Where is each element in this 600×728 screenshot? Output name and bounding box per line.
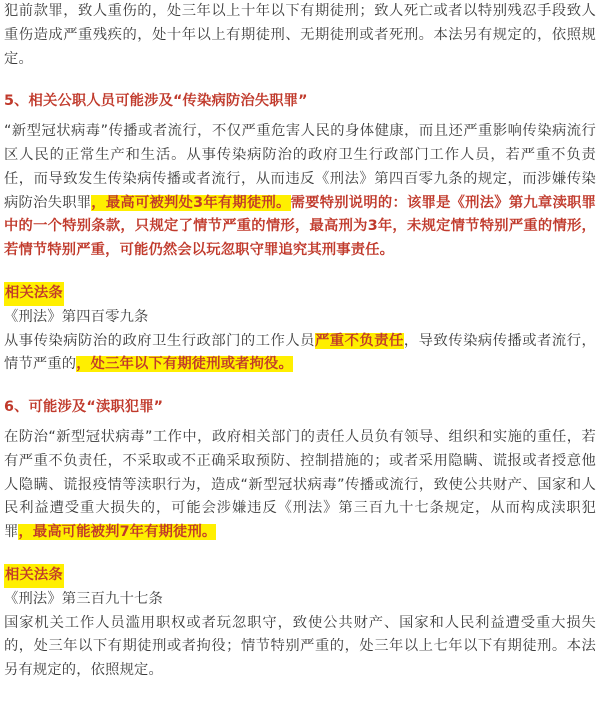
section-5-note: 需要特别说明的：该罪是《刑法》第九章渎职罪中的一个特别条款，只规定了情节严重的情形，最高刑为3年，未规定情节特别严重的情形，若情节特别严重，可能仍然会以玩忽职守罪追究其刑事责任。: [4, 194, 596, 259]
law-2-citation: 《刑法》第三百九十七条: [4, 590, 163, 607]
section-6-text: 在防治“新型冠状病毒”工作中，政府相关部门的责任人员负有领导、组织和实施的重任，若有严重不负责任，不采取或不正确采取预防、控制措施的；或者采用隐瞒、谎报或者授意他人隐瞒、谎报疫情等渎职行为，造成“新型冠状病毒”传播或流行，致使公共财产、国家和人民利益遭受重大损失的，可能会涉嫌违反《刑法》第三百九十七条规定，从而构成渎职犯罪: [4, 428, 596, 541]
law-1-text-b: ，导致传染病传播或者流行，情节严重的: [4, 332, 596, 373]
section-5-paragraph: [4, 120, 596, 263]
law-1-label: 相关法条: [4, 282, 64, 306]
section-6-paragraph: [4, 426, 596, 545]
section-5-heading: 5、相关公职人员可能涉及“传染病防治失职罪”: [4, 93, 308, 110]
law-1-label-line: [4, 282, 596, 306]
intro-text: 犯前款罪，致人重伤的，处三年以上十年以下有期徒刑；致人死亡或者以特别残忍手段致人重伤造成严重残疾的，处十年以上有期徒刑、无期徒刑或者死刑。本法另有规定的，依照规定。: [4, 3, 596, 67]
intro-paragraph: [4, 0, 596, 71]
law-1-paragraph: [4, 330, 596, 378]
law-2-paragraph: 国家机关工作人员滥用职权或者玩忽职守，致使公共财产、国家和人民利益遭受重大损失的，处三年以下有期徒刑或者拘役；情节特别严重的，处三年以上七年以下有期徒刑。本法另有规定的，依照规定。: [4, 614, 596, 679]
law-1-text-a: 从事传染病防治的政府卫生行政部门的工作人员: [4, 332, 315, 349]
law-2-label: 相关法条: [4, 564, 64, 588]
section-6-highlight: ，最高可能被判7年有期徒刑。: [18, 524, 217, 541]
section-6-heading: 6、可能涉及“渎职犯罪”: [4, 399, 164, 416]
section-5-text: “新型冠状病毒”传播或者流行，不仅严重危害人民的身体健康，而且还严重影响传染病流行区人民的正常生产和生活。从事传染病防治的政府卫生行政部门工作人员，若严重不负责任，而导致发生传染病传播或者流行，从而违反《刑法》第四百零九条的规定，而涉嫌传染病防治失职罪: [4, 123, 596, 211]
section-5-highlight: ，最高可被判处3年有期徒刑。: [91, 194, 291, 211]
law-1-highlight-1: 严重不负责任: [314, 332, 404, 349]
law-2-label-line: [4, 564, 596, 588]
law-1-highlight-2: ，处三年以下有期徒刑或者拘役。: [76, 356, 293, 373]
law-1-citation: 《刑法》第四百零九条: [4, 308, 149, 325]
